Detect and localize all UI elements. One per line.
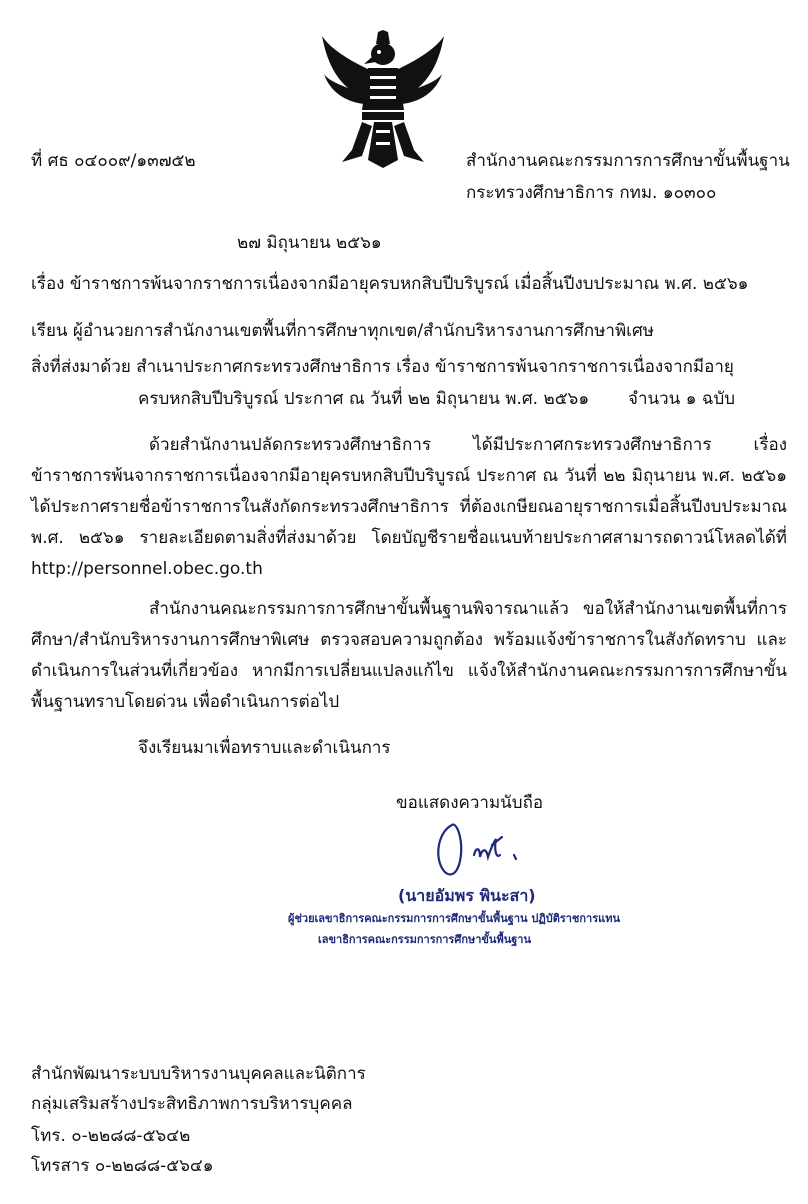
- paragraph-2-text: สำนักงานคณะกรรมการการศึกษาขั้นพื้นฐานพิจารณาแล้ว ขอให้สำนักงานเขตพื้นที่การศึกษา/สำนักบริหารงานการศึกษาพิเศษ ตรวจสอบความถูกต้อง พร้อมแจ้งข้าราชการในสังกัดทราบ และดำเนินการในส่วนที่เกี่ยวข้อง หากมีการเปลี่ยนแปลงแก้ไข แจ้งให้สำนักงานคณะกรรมการการศึกษาขั้นพื้นฐานทราบโดยด่วน เพื่อดำเนินการต่อไป: [31, 599, 787, 712]
- signatory-name: (นายอัมพร พินะสา): [398, 886, 536, 905]
- signatory-position-title: เลขาธิการคณะกรรมการการศึกษาขั้นพื้นฐาน: [318, 933, 531, 946]
- paragraph-1-text: ด้วยสำนักงานปลัดกระทรวงศึกษาธิการ ได้มีประกาศกระทรวงศึกษาธิการ เรื่อง ข้าราชการพ้นจากราชการเนื่องจากมีอายุครบหกสิบปีบริบูรณ์ ประกาศ ณ วันที่ ๒๒ มิถุนายน พ.ศ. ๒๕๖๑ ได้ประกาศรายชื่อข้าราชการในสังกัดกระทรวงศึกษาธิการ ที่ต้องเกษียณอายุราชการเมื่อสิ้นปีงบประมาณ พ.ศ. ๒๕๖๑ รายละเอียดตามสิ่งที่ส่งมาด้วย โดยบัญชีรายชื่อแนบท้ายประกาศสามารถดาวน์โหลดได้ที่ http://personnel.obec.go.th: [31, 435, 787, 579]
- footer-group: กลุ่มเสริมสร้างประสิทธิภาพการบริหารบุคคล: [31, 1094, 353, 1114]
- enclosure-line: สิ่งที่ส่งมาด้วย สำเนาประกาศกระทรวงศึกษาธิการ เรื่อง ข้าราชการพ้นจากราชการเนื่องจากมีอายุ: [31, 357, 734, 377]
- footer-phone: โทร. ๐-๒๒๘๘-๕๖๔๒: [31, 1126, 191, 1146]
- garuda-emblem: [318, 30, 448, 168]
- complimentary-close: ขอแสดงความนับถือ: [396, 793, 544, 813]
- subject-line: เรื่อง ข้าราชการพ้นจากราชการเนื่องจากมีอายุครบหกสิบปีบริบูรณ์ เมื่อสิ้นปีงบประมาณ พ.ศ. ๒๕๖๑: [31, 274, 749, 294]
- issuing-office-address: กระทรวงศึกษาธิการ กทม. ๑๐๓๐๐: [466, 183, 717, 203]
- closing-statement: จึงเรียนมาเพื่อทราบและดำเนินการ: [138, 738, 391, 758]
- enclosure-line-continued: ครบหกสิบปีบริบูรณ์ ประกาศ ณ วันที่ ๒๒ มิถุนายน พ.ศ. ๒๕๖๑: [138, 389, 590, 409]
- issuing-office-name: สำนักงานคณะกรรมการการศึกษาขั้นพื้นฐาน: [466, 151, 790, 171]
- enclosure-count: จำนวน ๑ ฉบับ: [628, 389, 736, 409]
- recipient-line: เรียน ผู้อำนวยการสำนักงานเขตพื้นที่การศึกษาทุกเขต/สำนักบริหารงานการศึกษาพิเศษ: [31, 321, 654, 341]
- signatory-position: ผู้ช่วยเลขาธิการคณะกรรมการการศึกษาขั้นพื้นฐาน ปฏิบัติราชการแทน: [288, 912, 621, 925]
- handwritten-signature: [430, 815, 540, 885]
- footer-fax: โทรสาร ๐-๒๒๘๘-๕๖๔๑: [31, 1156, 214, 1176]
- reference-number: ที่ ศธ ๐๔๐๐๙/๑๓๗๕๒: [31, 151, 196, 171]
- footer-department: สำนักพัฒนาระบบบริหารงานบุคคลและนิติการ: [31, 1064, 366, 1084]
- body-paragraph-2: [31, 594, 787, 718]
- body-paragraph-1: [31, 430, 787, 585]
- letter-date: ๒๗ มิถุนายน ๒๕๖๑: [237, 233, 382, 253]
